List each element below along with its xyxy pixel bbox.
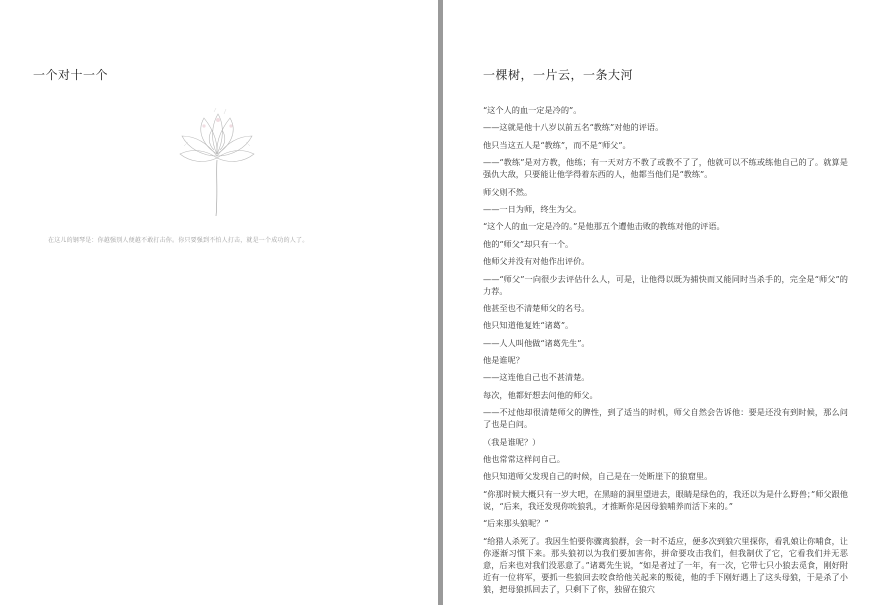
paragraph: 他只知道师父发现自己的时候，自己是在一处断崖下的狼窟里。 bbox=[483, 471, 713, 482]
paragraph: 他也常常这样问自己。 bbox=[483, 454, 565, 465]
paragraph: （我是谁呢？） bbox=[483, 436, 541, 447]
paragraph: “这个人的血一定是冷的”。 bbox=[483, 105, 582, 115]
illustration-caption: 在这儿的钢琴是：你越强别人便越不敢打击你。你只要强到不怕人打击，就是一个成功的人了。 bbox=[48, 237, 309, 244]
paragraph: 他是谁呢？ bbox=[483, 355, 524, 366]
paragraph: “后来那头狼呢？” bbox=[483, 518, 549, 529]
chapter-body bbox=[483, 104, 848, 600]
paragraph: ——一日为师，终生为父。 bbox=[483, 203, 582, 214]
paragraph: ——这连他自己也不甚清楚。 bbox=[483, 372, 590, 383]
right-page bbox=[443, 0, 886, 605]
paragraph: 他甚至也不清楚师父的名号。 bbox=[483, 302, 590, 313]
left-page bbox=[0, 0, 438, 605]
paragraph: “这个人的血一定是冷的。”是他那五个遭他击败的教练对他的评语。 bbox=[483, 221, 725, 232]
paragraph: ——不过他却很清楚师父的脾性，到了适当的时机，师父自然会告诉他：要是还没有到时候，那么问了也是白问。 bbox=[483, 407, 848, 430]
paragraph: ——“师父”一向很少去评估什么人，可是，让他得以既为捕快而又能同时当杀手的，完全是“师父”的力荐。 bbox=[483, 273, 848, 296]
paragraph: 他只当这五人是“教练”，而不是“师父”。 bbox=[483, 139, 631, 150]
paragraph: “给猎人杀死了。我因生怕要你骤离狼群，会一时不适应，便多次到狼穴里探你，看乳娘让你哺食，让你逐渐习惯下来。那头狼初以为我们要加害你，拼命要攻击我们，但我制伏了它，它看我们并无恶意，后来也对我们没恶意了。”诸葛先生说，“如是者过了一年，有一次，它带七只小狼去觅食，刚好附近有一位将军，要抓一些狼回去咬食给他关起来的叛徒，他的手下刚好遇上了这头母狼，于是杀了小狼，把母狼抓回去了，只剩下了你，独留在狼穴 bbox=[483, 535, 848, 594]
paragraph: 每次，他都好想去问他的师父。 bbox=[483, 389, 598, 400]
chapter-title: 一棵树，一片云，一条大河 bbox=[483, 68, 634, 82]
paragraph: 师父则不然。 bbox=[483, 186, 533, 197]
lotus-illustration bbox=[174, 106, 260, 218]
paragraph: ——人人叫他做“诸葛先生”。 bbox=[483, 337, 590, 348]
paragraph: 他师父并没有对他作出评价。 bbox=[483, 256, 590, 267]
paragraph: ——“教练”是对方教，他练；有一天对方不教了或教不了了，他就可以不练或练他自己的了。就算是强仇大敌，只要能让他学得着东西的人，他都当他们是“教练”。 bbox=[483, 157, 848, 180]
paragraph: ——这就是他十八岁以前五名“教练”对他的评语。 bbox=[483, 122, 664, 133]
paragraph: “你那时候大概只有一岁大吧，在黑暗的洞里望进去，眼睛是绿色的，我还以为是什么野兽；”师父跟他说，“后来，我还发现你吮狼乳，才推断你是因母狼哺养而活下来的。” bbox=[483, 488, 848, 511]
paragraph: 他的“师父”却只有一个。 bbox=[483, 238, 574, 249]
left-page-title: 一个对十一个 bbox=[33, 68, 109, 82]
paragraph: 他只知道他复姓“诸葛”。 bbox=[483, 320, 574, 331]
